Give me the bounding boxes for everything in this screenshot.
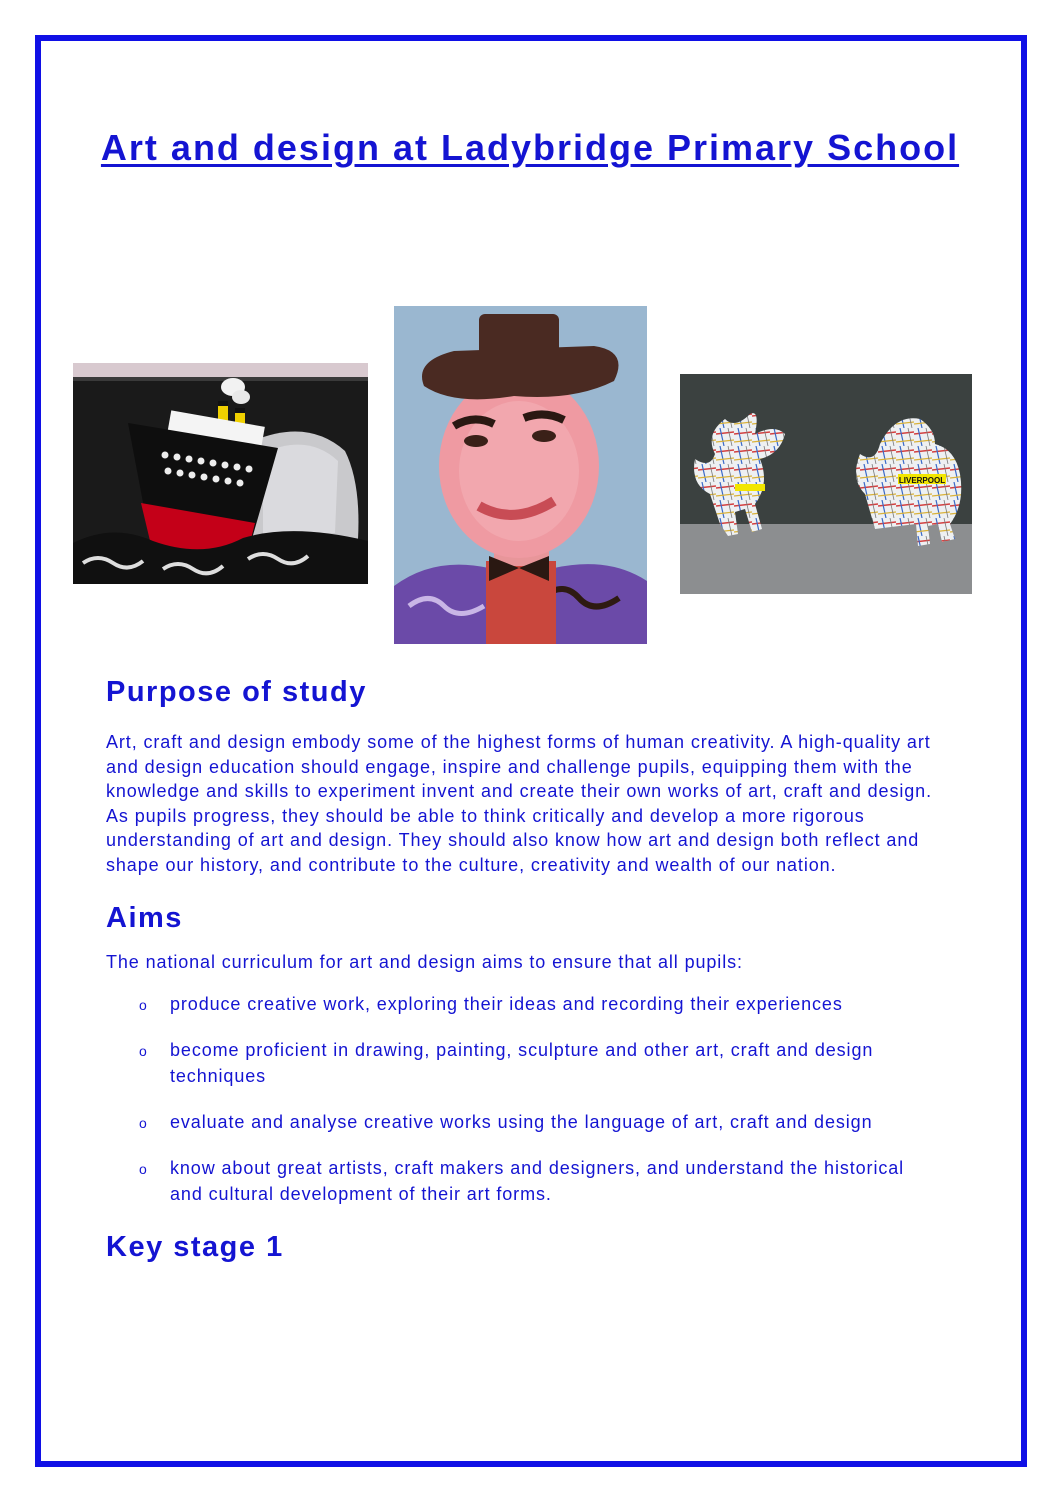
bullet-icon: o xyxy=(139,1043,148,1060)
liver-bird-map-collage-photo xyxy=(680,374,972,594)
aims-heading: Aims xyxy=(106,901,183,934)
liverpool-sign-label: LIVERPOOL xyxy=(898,476,946,485)
bullet-icon: o xyxy=(139,1115,148,1132)
list-item xyxy=(106,991,930,1017)
aim-text: know about great artists, craft makers and designers, and understand the historical and cultural development of their art forms. xyxy=(170,1158,905,1205)
purpose-paragraph: Art, craft and design embody some of the highest forms of human creativity. A high-quality art and design education should engage, inspire and challenge pupils, equipping them with the knowledge and skills to experiment invent and create their own works of art, craft and design. As pupils progress, they should be able to think critically and develop a more rigorous understanding of art and design. They should also know how art and design both reflect and shape our history, and contribute to the culture, creativity and wealth of our nation. xyxy=(106,732,932,875)
aim-text: evaluate and analyse creative works using the language of art, craft and design xyxy=(170,1112,873,1133)
aims-intro: The national curriculum for art and design aims to ensure that all pupils: xyxy=(106,951,743,972)
bullet-icon: o xyxy=(139,1161,148,1178)
aim-text: produce creative work, exploring their ideas and recording their experiences xyxy=(170,994,843,1015)
list-item xyxy=(106,1155,930,1207)
ship-collage-photo xyxy=(73,363,368,584)
bullet-icon: o xyxy=(139,997,148,1014)
main-content xyxy=(106,672,946,1267)
purpose-heading: Purpose of study xyxy=(106,676,367,708)
painted-portrait-photo xyxy=(394,306,647,644)
page-title: Art and design at Ladybridge Primary School xyxy=(100,127,960,168)
key-stage-1-heading: Key stage 1 xyxy=(106,1231,284,1264)
list-item xyxy=(106,1109,930,1135)
aim-text: become proficient in drawing, painting, sculpture and other art, craft and design techniques xyxy=(170,1040,874,1087)
aims-list xyxy=(106,991,946,1207)
list-item xyxy=(106,1037,930,1089)
